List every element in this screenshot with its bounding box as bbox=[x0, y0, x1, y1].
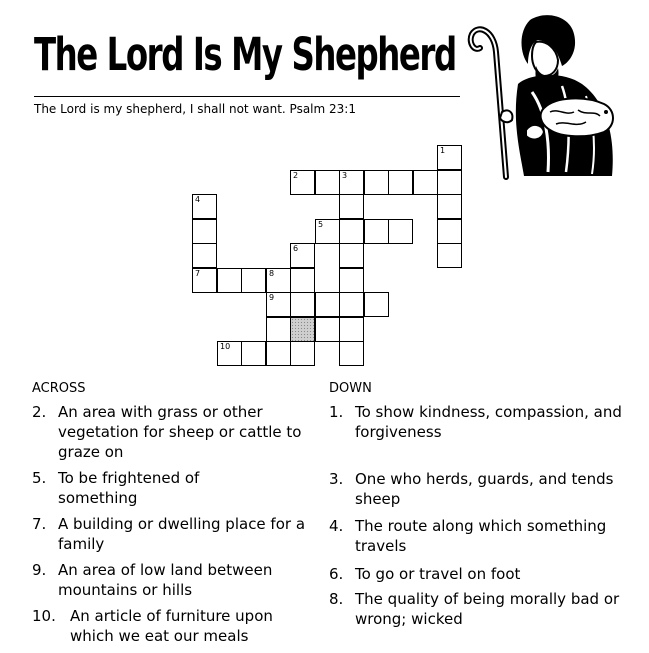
crossword-cell[interactable] bbox=[339, 170, 364, 195]
scripture-verse: The Lord is my shepherd, I shall not want. Psalm 23:1 bbox=[34, 102, 356, 116]
crossword-cell[interactable] bbox=[437, 243, 462, 268]
cell-number: 3 bbox=[342, 171, 348, 180]
crossword-cell[interactable] bbox=[364, 170, 389, 195]
crossword-cell[interactable] bbox=[290, 292, 315, 317]
crossword-cell[interactable] bbox=[315, 170, 340, 195]
crossword-cell[interactable] bbox=[241, 341, 266, 366]
clue-number: 6. bbox=[329, 565, 344, 583]
clue-number: 3. bbox=[329, 470, 344, 488]
down-heading: DOWN bbox=[329, 381, 372, 396]
down-clues bbox=[329, 380, 629, 628]
cell-number: 1 bbox=[440, 146, 446, 155]
clue-across-7 bbox=[32, 514, 317, 554]
crossword-cell[interactable] bbox=[266, 317, 291, 342]
clue-text: The route along which something travels bbox=[355, 517, 607, 555]
crossword-cell[interactable] bbox=[437, 170, 462, 195]
crossword-cell[interactable] bbox=[290, 170, 315, 195]
crossword-cell[interactable] bbox=[364, 292, 389, 317]
cell-number: 5 bbox=[318, 220, 324, 229]
clue-text: An article of furniture upon which we eat our meals bbox=[70, 607, 273, 645]
crossword-cell[interactable] bbox=[192, 243, 217, 268]
clue-text: To be frightened of something bbox=[58, 469, 200, 507]
crossword-cell[interactable] bbox=[192, 194, 217, 219]
crossword-cell[interactable] bbox=[339, 219, 364, 244]
cell-number: 4 bbox=[195, 195, 201, 204]
clue-number: 2. bbox=[32, 403, 47, 421]
clue-text: An area of low land between mountains or hills bbox=[58, 561, 273, 599]
cell-number: 9 bbox=[269, 293, 275, 302]
cell-number: 2 bbox=[293, 171, 299, 180]
clue-number: 8. bbox=[329, 590, 344, 608]
crossword-cell[interactable] bbox=[290, 341, 315, 366]
clue-text: To show kindness, compassion, and forgiveness bbox=[355, 403, 622, 441]
clue-down-6 bbox=[329, 564, 629, 584]
crossword-cell[interactable] bbox=[437, 219, 462, 244]
crossword-cell[interactable] bbox=[339, 341, 364, 366]
crossword-cell[interactable] bbox=[192, 219, 217, 244]
clue-down-1 bbox=[329, 402, 629, 442]
cell-number: 10 bbox=[220, 342, 231, 351]
across-clues bbox=[32, 380, 317, 645]
crossword-cell[interactable] bbox=[413, 170, 438, 195]
crossword-cell[interactable] bbox=[315, 317, 340, 342]
cell-number: 8 bbox=[269, 269, 275, 278]
crossword-cell[interactable] bbox=[388, 219, 413, 244]
crossword-cell[interactable] bbox=[241, 268, 266, 293]
clue-number: 9. bbox=[32, 561, 47, 579]
clue-number: 10. bbox=[32, 607, 56, 625]
crossword-cell[interactable] bbox=[437, 145, 462, 170]
crossword-cell[interactable] bbox=[339, 317, 364, 342]
crossword-cell[interactable] bbox=[437, 194, 462, 219]
crossword-cell[interactable] bbox=[266, 341, 291, 366]
crossword-cell[interactable] bbox=[339, 194, 364, 219]
crossword-shaded-cell bbox=[290, 317, 315, 342]
across-heading: ACROSS bbox=[32, 381, 86, 396]
clue-text: A building or dwelling place for a family bbox=[58, 515, 306, 553]
clue-text: One who herds, guards, and tends sheep bbox=[355, 470, 614, 508]
crossword-cell[interactable] bbox=[192, 268, 217, 293]
clue-number: 7. bbox=[32, 515, 47, 533]
clue-number: 4. bbox=[329, 517, 344, 535]
cell-number: 7 bbox=[195, 269, 201, 278]
clue-across-2 bbox=[32, 402, 317, 462]
clue-down-3 bbox=[329, 469, 629, 509]
clue-text: The quality of being morally bad or wrong; wicked bbox=[355, 590, 620, 628]
clue-text: To go or travel on foot bbox=[355, 565, 521, 583]
crossword-cell[interactable] bbox=[217, 268, 242, 293]
cell-number: 6 bbox=[293, 244, 299, 253]
crossword-cell[interactable] bbox=[266, 292, 291, 317]
crossword-cell[interactable] bbox=[290, 243, 315, 268]
crossword-cell[interactable] bbox=[339, 268, 364, 293]
crossword-cell[interactable] bbox=[217, 341, 242, 366]
clue-number: 1. bbox=[329, 403, 344, 421]
page-title: The Lord Is My Shepherd bbox=[34, 28, 456, 81]
crossword-cell[interactable] bbox=[266, 268, 291, 293]
crossword-cell[interactable] bbox=[315, 292, 340, 317]
crossword-cell[interactable] bbox=[315, 219, 340, 244]
clue-down-4 bbox=[329, 516, 629, 556]
clue-across-5 bbox=[32, 468, 252, 508]
clue-number: 5. bbox=[32, 469, 47, 487]
crossword-cell[interactable] bbox=[339, 243, 364, 268]
clue-across-9 bbox=[32, 560, 317, 600]
crossword-cell[interactable] bbox=[364, 219, 389, 244]
clue-across-10 bbox=[32, 606, 317, 646]
clue-down-8 bbox=[329, 589, 629, 629]
crossword-cell[interactable] bbox=[290, 268, 315, 293]
crossword-cell[interactable] bbox=[388, 170, 413, 195]
crossword-cell[interactable] bbox=[339, 292, 364, 317]
clue-text: An area with grass or other vegetation for sheep or cattle to graze on bbox=[58, 403, 302, 461]
